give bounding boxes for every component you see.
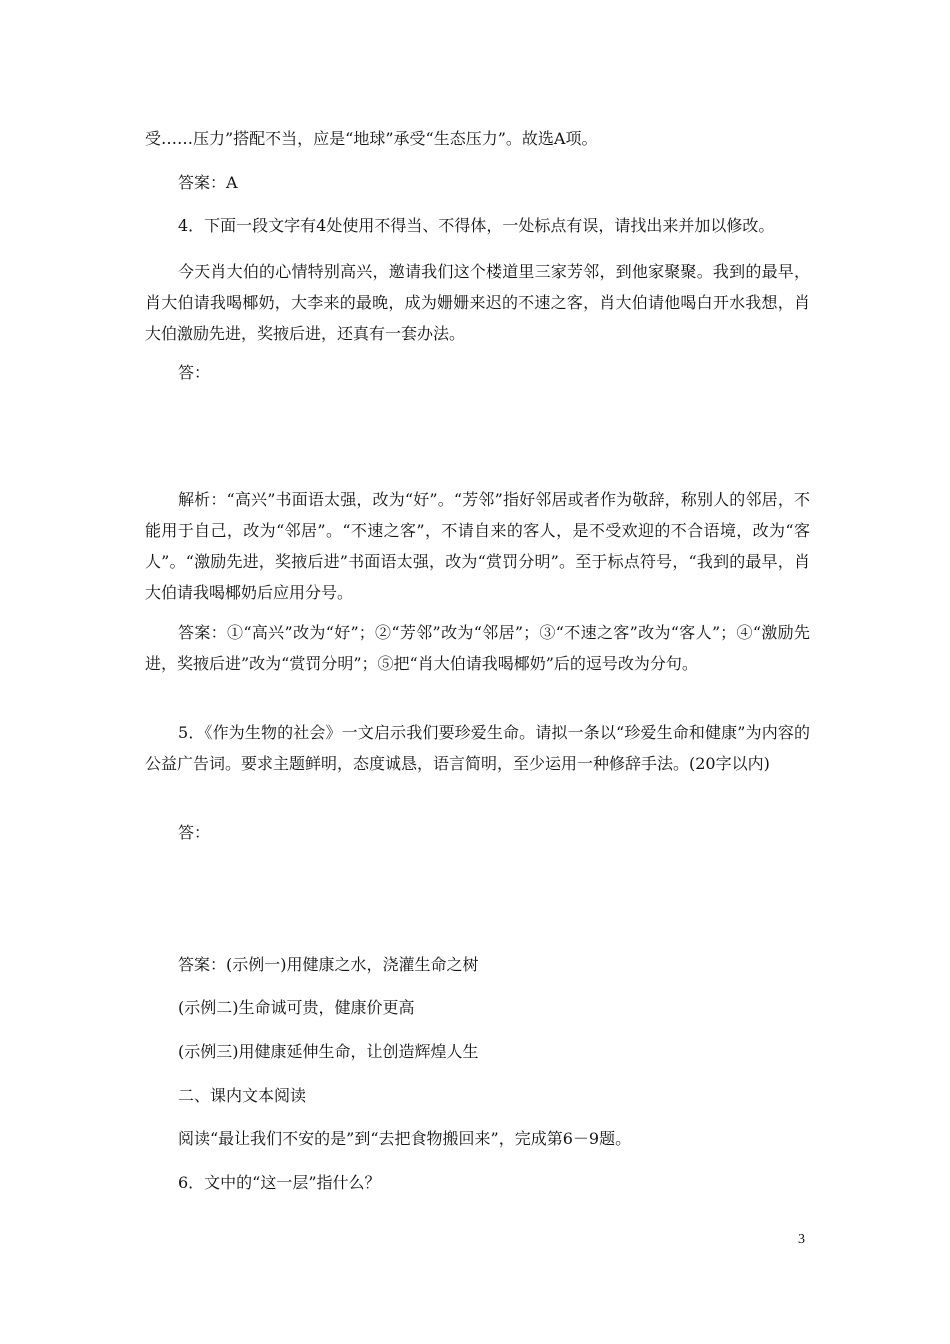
question-4-passage: 今天肖大伯的心情特别高兴，邀请我们这个楼道里三家芳邻，到他家聚聚。我到的最早，肖大伯请我喝椰奶，大李来的最晚，成为姗姗来迟的不速之客，肖大伯请他喝白开水我想，肖大伯激励先进，奖掖后进，还真有一套办法。 bbox=[145, 262, 810, 343]
question-4-analysis: 解析：“高兴”书面语太强，改为“好”。“芳邻”指好邻居或者作为敬辞，称别人的邻居，不能用于自己，改为“邻居”。“不速之客”，不请自来的客人，是不受欢迎的不合语境，改为“客人”。“激励先进，奖掖后进”书面语太强，改为“赏罚分明”。至于标点符号，“我到的最早，肖大伯请我喝椰奶后应用分号。 bbox=[145, 490, 810, 602]
question-4-answer-blank: 答： bbox=[178, 363, 211, 382]
section-2-heading: 二、课内文本阅读 bbox=[178, 1086, 307, 1105]
question-4-answer: 答案：①“高兴”改为“好”；②“芳邻”改为“邻居”；③“不速之客”改为“客人”；④“激励先进，奖掖后进”改为“赏罚分明”；⑤把“肖大伯请我喝椰奶”后的逗号改为分句。 bbox=[145, 623, 810, 673]
question-5-example-3: (示例三)用健康延伸生命，让创造辉煌人生 bbox=[178, 1042, 479, 1061]
section-2-instruction: 阅读“最让我们不安的是”到“去把食物搬回来”，完成第6－9题。 bbox=[178, 1129, 632, 1148]
question-5-example-1: 答案：(示例一)用健康之水，浇灌生命之树 bbox=[178, 955, 479, 974]
question-6-prompt: 6．文中的“这一层”指什么？ bbox=[178, 1173, 381, 1192]
continuation-line: 受……压力”搭配不当，应是“地球”承受“生态压力”。故选A项。 bbox=[145, 129, 598, 148]
question-5-prompt: 5．《作为生物的社会》一文启示我们要珍爱生命。请拟一条以“珍爱生命和健康”为内容的公益广告词。要求主题鲜明，态度诚恳，语言简明，至少运用一种修辞手法。(20字以内) bbox=[145, 723, 810, 773]
page-number: 3 bbox=[798, 1232, 805, 1247]
question-5-answer-blank: 答： bbox=[178, 823, 211, 842]
question-4-prompt: 4．下面一段文字有4处使用不得当、不得体，一处标点有误，请找出来并加以修改。 bbox=[178, 216, 775, 235]
answer-3: 答案：A bbox=[178, 173, 238, 192]
question-5-example-2: (示例二)生命诚可贵，健康价更高 bbox=[178, 998, 415, 1017]
